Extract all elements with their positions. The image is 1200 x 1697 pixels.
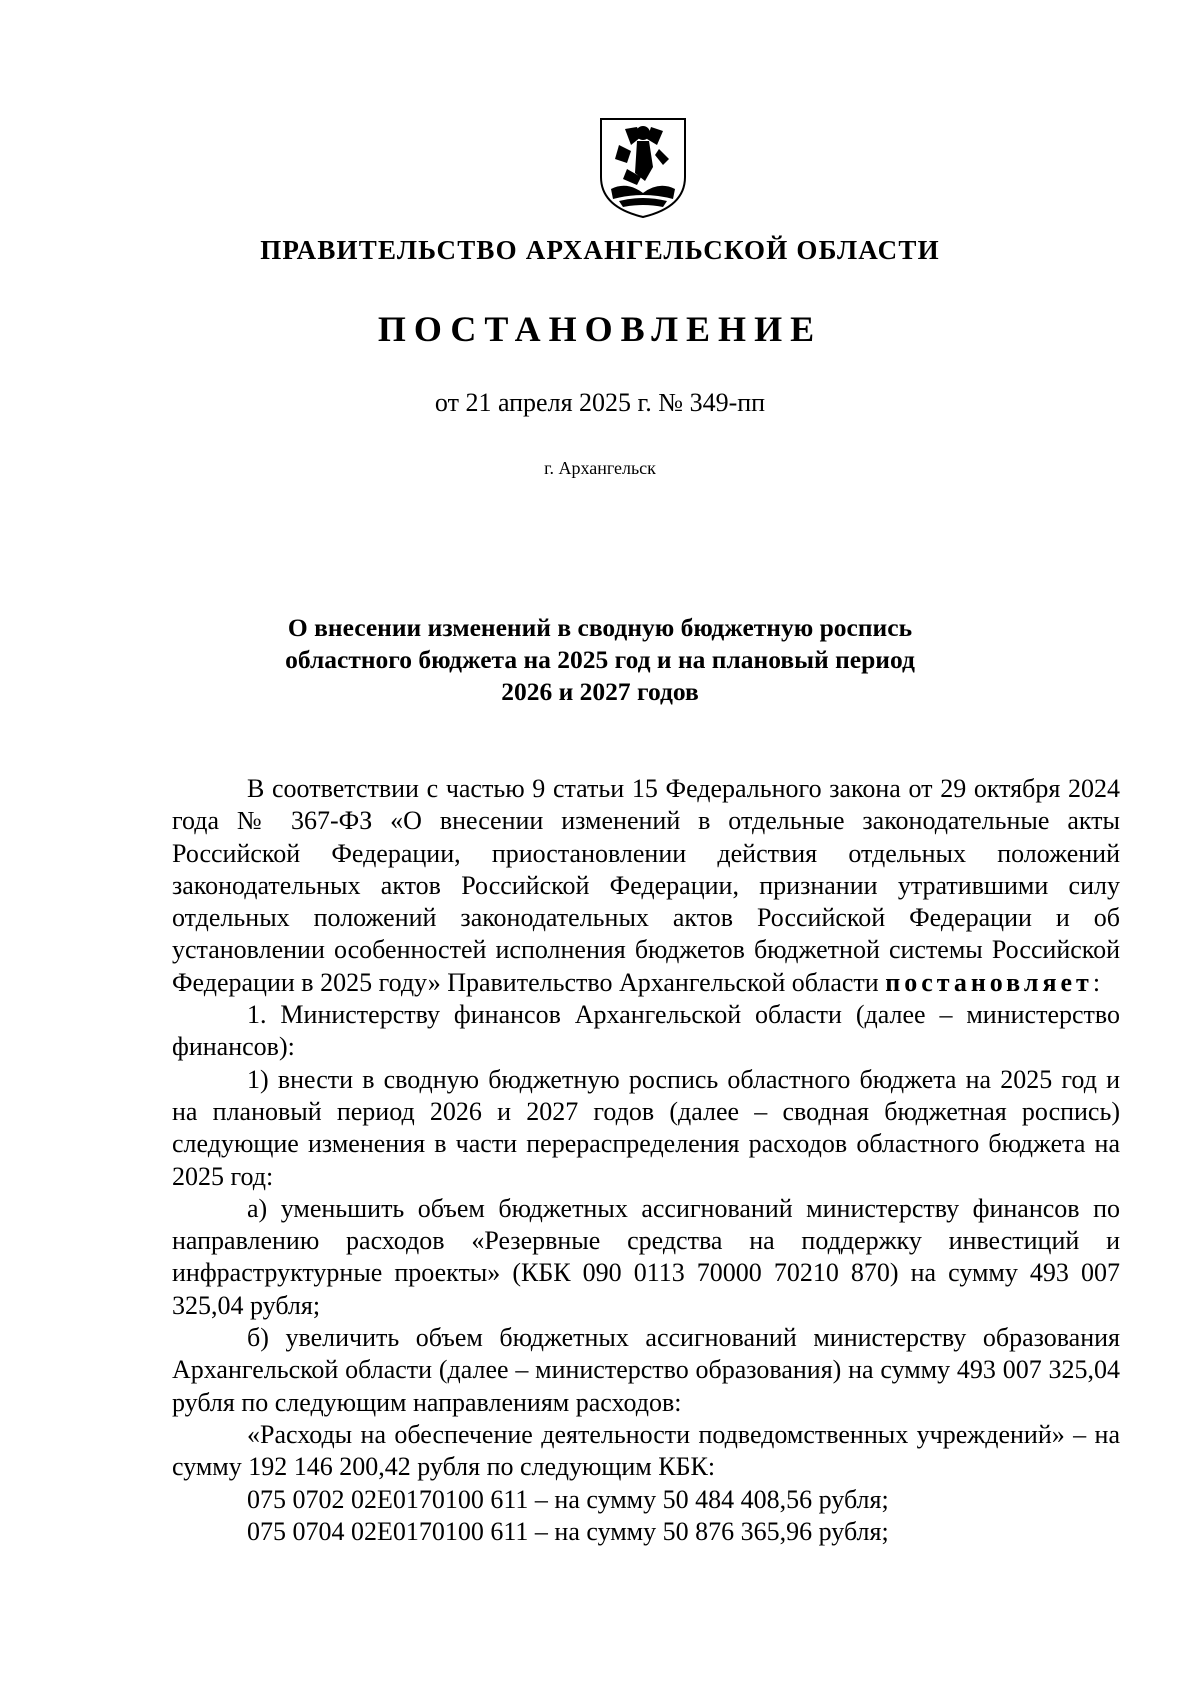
- expense-direction: «Расходы на обеспечение деятельности подведомственных учреждений» – на сумму 192 146 200,42 рубля по следующим КБК:: [172, 1419, 1120, 1482]
- preamble-text: В соответствии с частью 9 статьи 15 Федерального закона от 29 октября 2024 года № 367-ФЗ «О внесении изменений в отдельные законодательные акты Российской Федерации, приостановлении действия отдельных положений законодательных актов Российской Федерации, признании утратившими силу отдельных положений законодательных актов Российской Федерации и об установлении особенностей исполнения бюджетов бюджетной системы Российской Федерации в 2025 году» Правительство Архангельской области: [172, 774, 1120, 997]
- document-date-number: от 21 апреля 2025 г. № 349-пп: [434, 388, 766, 417]
- decrees-word: постановляет: [885, 967, 1093, 997]
- subclause-a: а) уменьшить объем бюджетных ассигнований министерству финансов по направлению расходов «Резервные средства на поддержку инвестиций и инфраструктурные проекты» (КБК 090 0113 70000 70210 870) на сумму 493 007 325,04 рубля;: [172, 1193, 1120, 1320]
- preamble-paragraph: [172, 773, 1120, 999]
- kbk-line-1: 075 0702 02Е0170100 611 – на сумму 50 484 408,56 рубля;: [247, 1484, 889, 1514]
- heading-line-2: областного бюджета на 2025 год и на плановый период: [285, 645, 915, 674]
- document-city: г. Архангельск: [544, 458, 656, 478]
- heading-line-1: О внесении изменений в сводную бюджетную роспись: [287, 613, 913, 642]
- clause-1: 1. Министерству финансов Архангельской области (далее – министерство финансов):: [172, 1000, 1120, 1062]
- document-type: ПОСТАНОВЛЕНИЕ: [377, 309, 823, 349]
- coat-of-arms-icon: [597, 115, 689, 220]
- clause-1-1: 1) внести в сводную бюджетную роспись областного бюджета на 2025 год и на плановый период 2026 и 2027 годов (далее – сводная бюджетная роспись) следующие изменения в части перераспределения расходов областного бюджета на 2025 год:: [172, 1064, 1120, 1191]
- decrees-colon: :: [1092, 967, 1101, 997]
- government-name: ПРАВИТЕЛЬСТВО АРХАНГЕЛЬСКОЙ ОБЛАСТИ: [260, 235, 940, 265]
- subclause-b: б) увеличить объем бюджетных ассигнований министерству образования Архангельской области (далее – министерство образования) на сумму 493 007 325,04 рубля по следующим направлениям расходов:: [172, 1323, 1120, 1417]
- document-body: [172, 773, 1120, 1548]
- kbk-line-2: 075 0704 02Е0170100 611 – на сумму 50 876 365,96 рубля;: [247, 1516, 889, 1546]
- document-heading: [160, 612, 1040, 708]
- heading-line-3: 2026 и 2027 годов: [501, 677, 699, 706]
